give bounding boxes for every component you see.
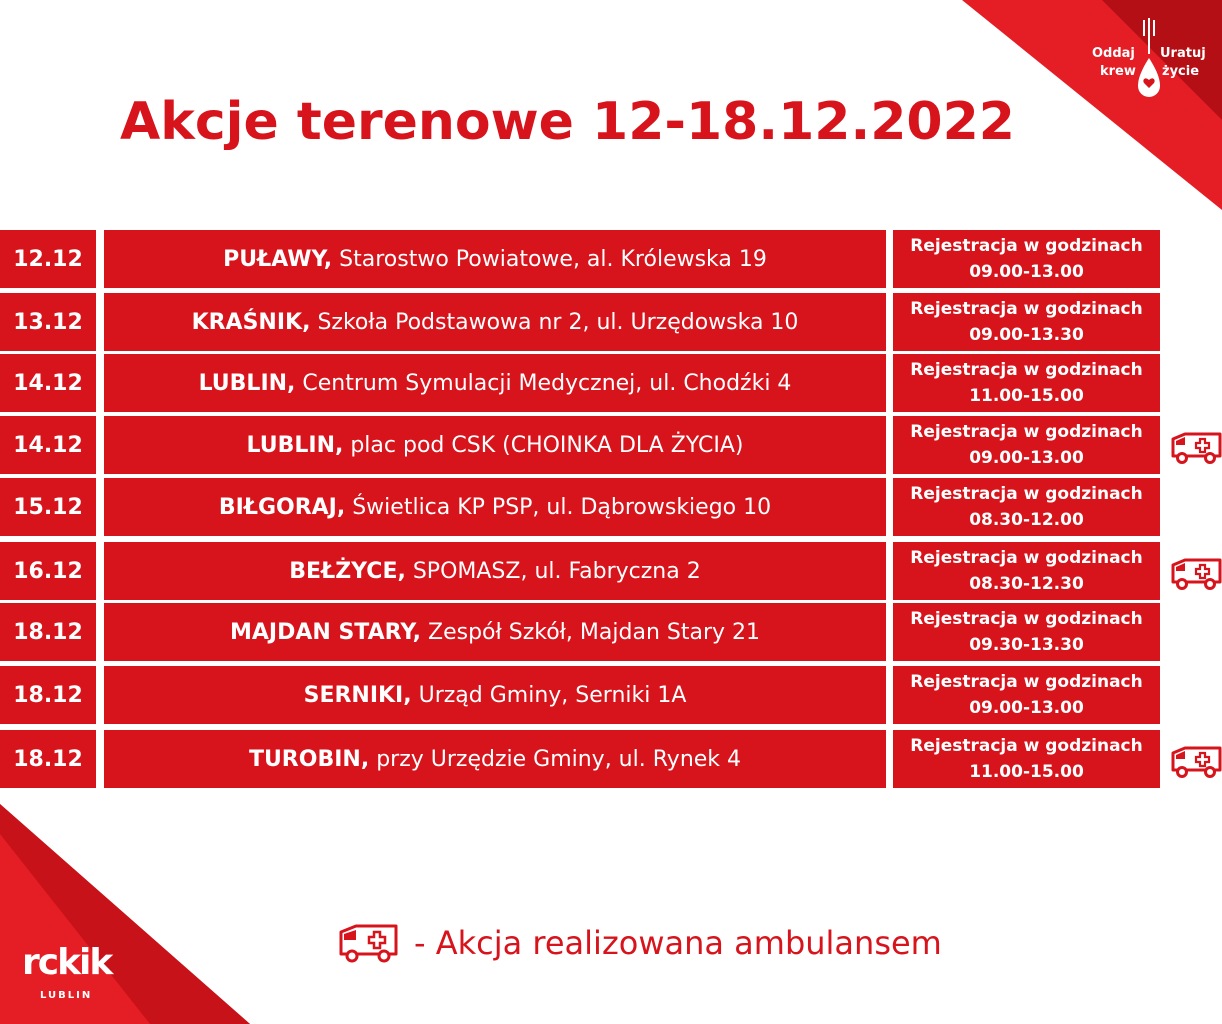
registration-label: Rejestracja w godzinach	[910, 422, 1143, 442]
schedule-row	[0, 730, 1222, 788]
row-city: LUBLIN,	[246, 432, 344, 458]
row-address: Szkoła Podstawowa nr 2, ul. Urzędowska 10	[317, 309, 799, 335]
row-registration	[893, 230, 1160, 288]
row-location	[104, 416, 886, 474]
row-location	[104, 354, 886, 412]
row-city: KRAŚNIK,	[191, 309, 311, 335]
row-city: BIŁGORAJ,	[218, 494, 346, 520]
row-city: SERNIKI,	[303, 682, 412, 708]
logo-text-lublin: LUBLIN	[40, 990, 93, 1001]
registration-hours: 09.30-13.30	[969, 635, 1084, 655]
logo-text-uratuj: Uratuj	[1160, 46, 1206, 61]
registration-hours: 08.30-12.30	[969, 574, 1084, 594]
row-date: 18.12	[0, 603, 96, 661]
row-city: LUBLIN,	[198, 370, 296, 396]
schedule-row	[0, 478, 1222, 536]
schedule-row	[0, 416, 1222, 474]
row-registration	[893, 666, 1160, 724]
registration-hours: 09.00-13.30	[969, 325, 1084, 345]
row-address: przy Urzędzie Gminy, ul. Rynek 4	[376, 746, 742, 772]
registration-label: Rejestracja w godzinach	[910, 236, 1143, 256]
row-date: 14.12	[0, 416, 96, 474]
registration-label: Rejestracja w godzinach	[910, 548, 1143, 568]
row-address: plac pod CSK (CHOINKA DLA ŻYCIA)	[350, 432, 744, 458]
registration-label: Rejestracja w godzinach	[910, 609, 1143, 629]
logo-text-oddaj: Oddaj	[1092, 46, 1135, 61]
ambulance-icon	[338, 922, 400, 964]
schedule-row	[0, 542, 1222, 600]
row-address: Centrum Symulacji Medycznej, ul. Chodźki 4	[302, 370, 792, 396]
campaign-logo	[1092, 14, 1214, 110]
row-date: 13.12	[0, 293, 96, 351]
row-registration	[893, 478, 1160, 536]
registration-label: Rejestracja w godzinach	[910, 299, 1143, 319]
rckik-logo	[18, 940, 118, 1010]
row-registration	[893, 293, 1160, 351]
logo-text-krew: krew	[1100, 64, 1136, 79]
row-location	[104, 603, 886, 661]
registration-label: Rejestracja w godzinach	[910, 360, 1143, 380]
row-date: 18.12	[0, 666, 96, 724]
row-city: PUŁAWY,	[223, 246, 333, 272]
schedule-row	[0, 666, 1222, 724]
row-registration	[893, 416, 1160, 474]
ambulance-icon	[1170, 556, 1222, 590]
row-city: BEŁŻYCE,	[289, 558, 406, 584]
row-address: SPOMASZ, ul. Fabryczna 2	[412, 558, 701, 584]
row-city: TUROBIN,	[248, 746, 370, 772]
registration-hours: 11.00-15.00	[969, 386, 1084, 406]
registration-label: Rejestracja w godzinach	[910, 736, 1143, 756]
row-address: Świetlica KP PSP, ul. Dąbrowskiego 10	[352, 494, 772, 520]
row-registration	[893, 542, 1160, 600]
row-address: Zespół Szkół, Majdan Stary 21	[428, 619, 761, 645]
schedule-row	[0, 603, 1222, 661]
ambulance-icon	[1170, 430, 1222, 464]
schedule-row	[0, 354, 1222, 412]
row-date: 15.12	[0, 478, 96, 536]
registration-hours: 11.00-15.00	[969, 762, 1084, 782]
row-registration	[893, 603, 1160, 661]
row-address: Urząd Gminy, Serniki 1A	[418, 682, 687, 708]
schedule-row	[0, 230, 1222, 288]
row-location	[104, 293, 886, 351]
registration-hours: 09.00-13.00	[969, 698, 1084, 718]
legend-text: - Akcja realizowana ambulansem	[414, 924, 942, 962]
ambulance-icon	[1170, 744, 1222, 778]
registration-hours: 09.00-13.00	[969, 262, 1084, 282]
legend	[338, 922, 942, 964]
row-registration	[893, 730, 1160, 788]
registration-label: Rejestracja w godzinach	[910, 484, 1143, 504]
schedule-row	[0, 293, 1222, 351]
row-location	[104, 542, 886, 600]
registration-hours: 09.00-13.00	[969, 448, 1084, 468]
registration-label: Rejestracja w godzinach	[910, 672, 1143, 692]
row-city: MAJDAN STARY,	[229, 619, 422, 645]
page-title: Akcje terenowe 12-18.12.2022	[120, 92, 1015, 152]
row-date: 16.12	[0, 542, 96, 600]
row-date: 12.12	[0, 230, 96, 288]
row-location	[104, 730, 886, 788]
row-location	[104, 478, 886, 536]
row-date: 14.12	[0, 354, 96, 412]
logo-text-rckik: rckik	[22, 942, 112, 983]
row-address: Starostwo Powiatowe, al. Królewska 19	[339, 246, 767, 272]
row-date: 18.12	[0, 730, 96, 788]
row-location	[104, 230, 886, 288]
registration-hours: 08.30-12.00	[969, 510, 1084, 530]
row-registration	[893, 354, 1160, 412]
logo-text-zycie: życie	[1162, 64, 1200, 79]
row-location	[104, 666, 886, 724]
